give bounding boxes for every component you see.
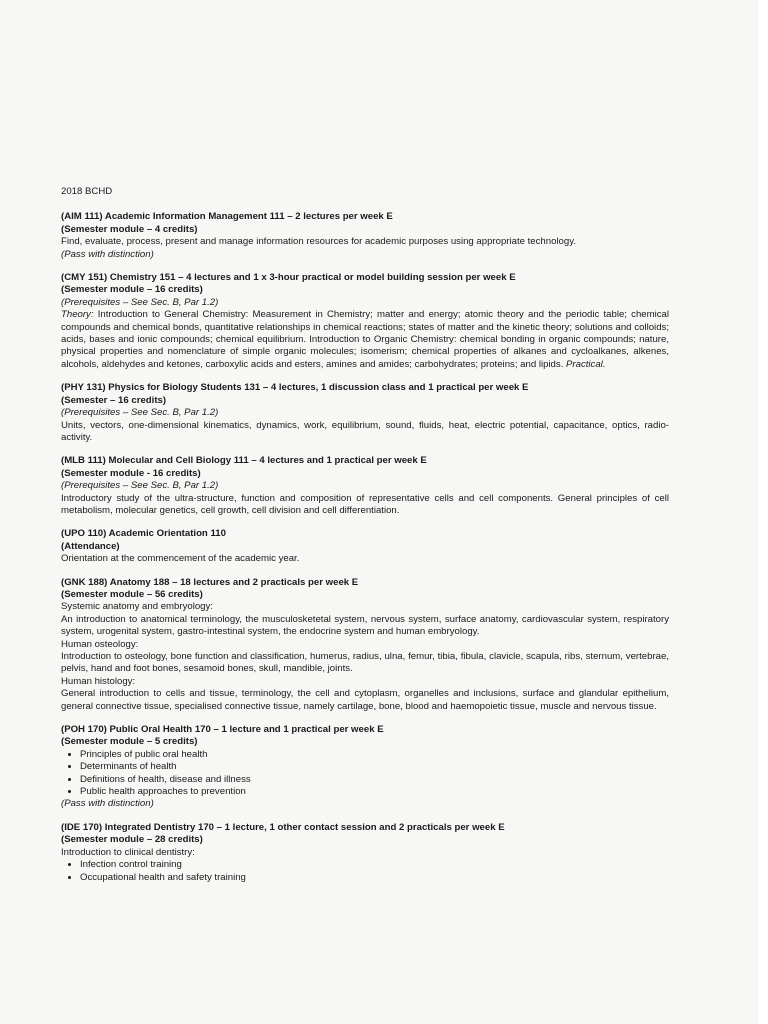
module-prerequisites: (Prerequisites – See Sec. B, Par 1.2) [61,407,219,419]
module-note: (Pass with distinction) [61,798,154,810]
list-item: • Definitions of health, disease and illness [80,774,669,786]
subsection-text: An introduction to anatomical terminology, the musculosketetal system, nervous system, surface anatomy, cardiovascular system, respiratory system, urogenital system, gastro-intestinal system, the endocrine system and human embryology. [61,613,669,638]
list-item: • Infection control training [80,859,669,871]
module-title: (IDE 170) Integrated Dentistry 170 – 1 lecture, 1 other contact session and 2 practicals per week E [61,821,505,833]
module-mlb-111 [61,455,669,517]
module-prerequisites: (Prerequisites – See Sec. B, Par 1.2) [61,480,219,492]
topic-list [61,859,669,884]
module-credits: (Semester module – 4 credits) [61,223,198,235]
module-ide-170 [61,822,669,884]
list-item: • Determinants of health [80,761,669,773]
module-credits: (Semester – 16 credits) [61,394,167,406]
module-description: Find, evaluate, process, present and manage information resources for academic purposes using appropriate technology. [61,236,576,248]
module-title: (GNK 188) Anatomy 188 – 18 lectures and 2 practicals per week E [61,576,359,588]
module-title: (AIM 111) Academic Information Management 111 – 2 lectures per week E [61,211,393,223]
module-title: (CMY 151) Chemistry 151 – 4 lectures and 1 x 3-hour practical or model building session per week E [61,272,516,284]
page-edge [758,0,768,1024]
module-poh-170 [61,724,669,811]
module-title: (UPO 110) Academic Orientation 110 [61,528,226,540]
module-description: Units, vectors, one-dimensional kinematics, dynamics, work, equilibrium, sound, fluids, heat, electric potential, capacitance, optics, radio-activity. [61,419,669,443]
module-note: (Pass with distinction) [61,248,154,260]
module-title: (PHY 131) Physics for Biology Students 131 – 4 lectures, 1 discussion class and 1 practical per week E [61,382,529,394]
document-content [61,186,669,895]
module-credits: (Semester module – 16 credits) [61,284,203,296]
module-prerequisites: (Prerequisites – See Sec. B, Par 1.2) [61,296,219,308]
practical-label: Practical. [566,358,606,370]
document-header: 2018 BCHD [61,186,113,197]
module-intro: Introduction to clinical dentistry: [61,846,195,858]
subsection-label: Human histology: [61,675,136,687]
module-description: Orientation at the commencement of the academic year. [61,553,300,565]
module-title: (POH 170) Public Oral Health 170 – 1 lecture and 1 practical per week E [61,724,384,736]
list-item: • Principles of public oral health [80,749,669,761]
list-item: • Occupational health and safety training [80,872,669,884]
module-description [61,309,669,371]
topic-list [61,749,669,799]
subsection-text: General introduction to cells and tissue, terminology, the cell and cytoplasm, organelles and inclusions, surface and glandular epithelium, general connective tissue, specialised connective tissue, namely cartilage, bone, blood and haemopoietic tissue, muscle and nervous tissue. [61,688,669,712]
module-credits: (Semester module – 56 credits) [61,588,203,600]
module-phy-131 [61,382,669,444]
module-description: Introductory study of the ultra-structure, function and composition of representative cells and cell components. General principles of cell metabolism, molecular genetics, cell growth, cell division and cell differentiation. [61,492,669,516]
theory-label: Theory: [61,309,94,321]
subsection-label: Systemic anatomy and embryology: [61,601,213,613]
module-cmy-151 [61,272,669,371]
module-credits: (Semester module - 16 credits) [61,467,201,479]
module-credits: (Semester module – 5 credits) [61,736,198,748]
module-credits: (Attendance) [61,540,120,552]
module-aim-111 [61,211,669,261]
subsection-text: Introduction to osteology, bone function and classification, humerus, radius, ulna, femur, tibia, fibula, clavicle, scapula, ribs, sternum, vertebrae, pelvis, hand and foot bones, sesamoid bones, skull, mandible, joints. [61,651,669,675]
module-upo-110 [61,528,669,565]
module-title: (MLB 111) Molecular and Cell Biology 111 – 4 lectures and 1 practical per week E [61,455,427,467]
theory-text: Introduction to General Chemistry: Measurement in Chemistry; matter and energy; atomic theory and the periodic table; chemical compounds and chemical bonds, quantitative relationships in chemical reactions; states of matter and the kinetic theory; solutions and colloids; acids, bases and ionic compounds; chemical equilibrium. Introduction to Organic Chemistry: chemical bonding in organic compounds; nature, physical properties and nomenclature of simple organic molecules; isomerism; chemical properties of alkanes and cycloalkanes, alkenes, alcohols, aldehydes and ketones, carboxylic acids and esters, amines and amides; carbohydrates; proteins; and lipids. [61,309,669,370]
module-credits: (Semester module – 28 credits) [61,834,203,846]
subsection-label: Human osteology: [61,638,139,650]
list-item: • Public health approaches to prevention [80,786,669,798]
module-gnk-188 [61,577,669,713]
